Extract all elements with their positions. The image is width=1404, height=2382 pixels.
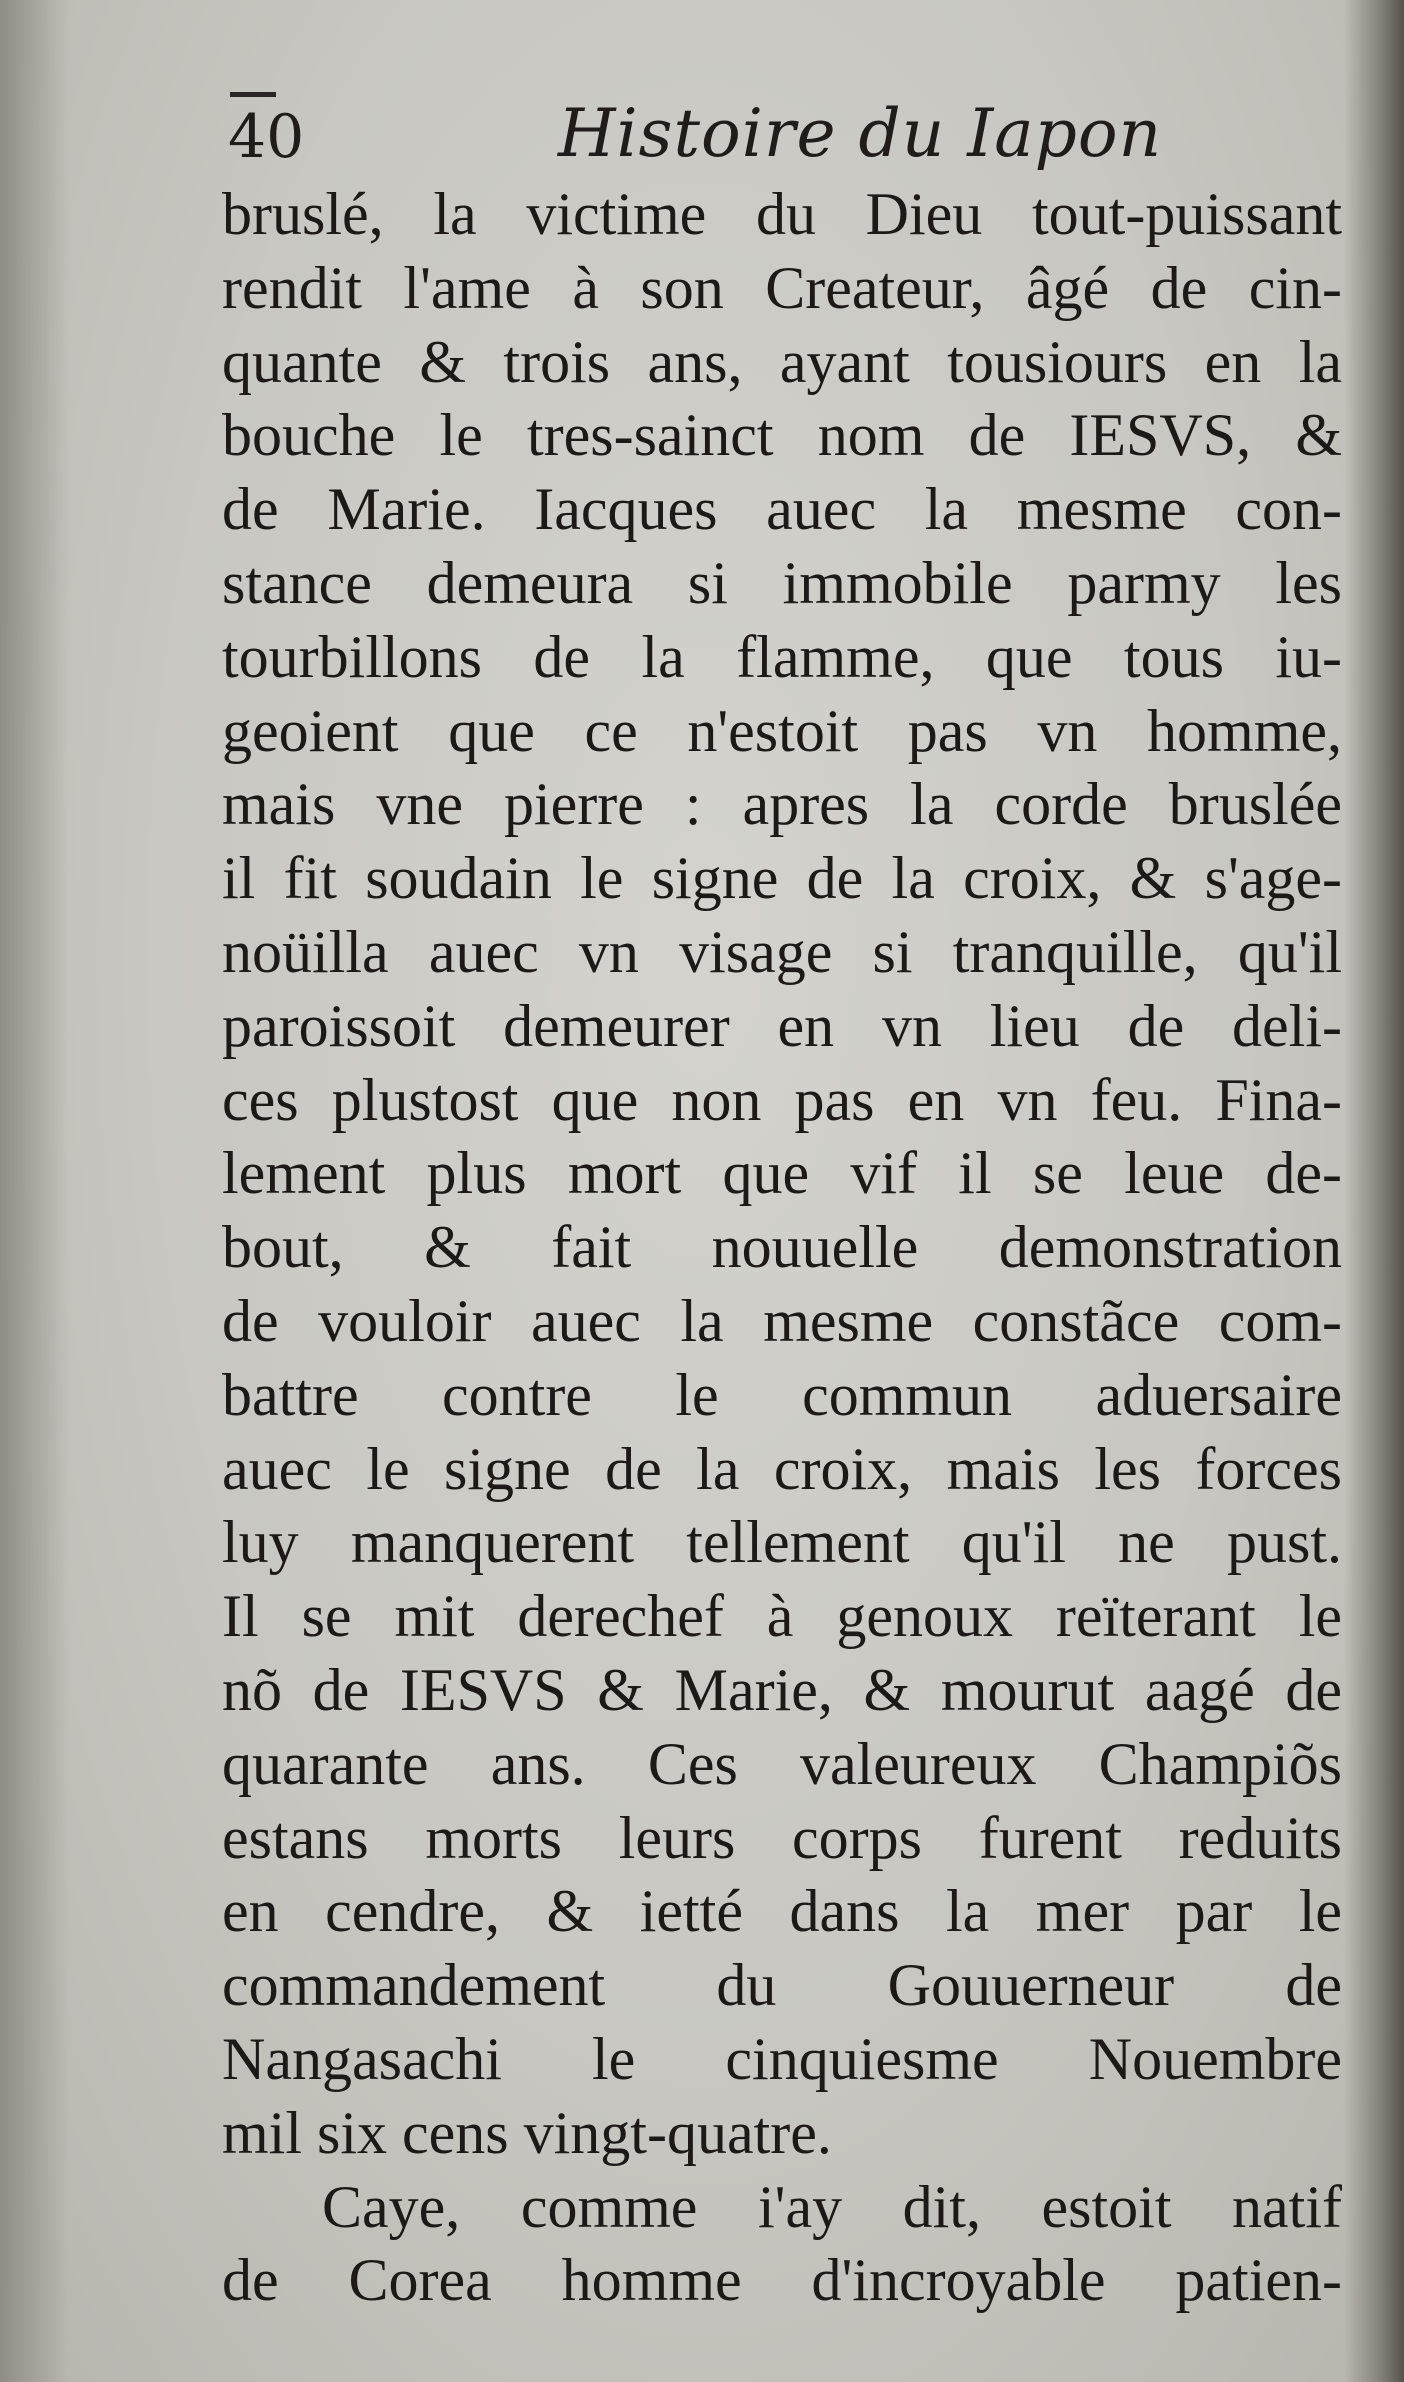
text-line: bout, & fait nouuelle demonstration	[222, 1214, 1342, 1281]
paragraph-start-line: Caye, comme i'ay dit, estoit natif	[322, 2173, 1342, 2240]
text-line: de vouloir auec la mesme constãce com-	[222, 1287, 1342, 1354]
text-line: bruslé, la victime du Dieu tout-puissant	[222, 181, 1342, 247]
text-line: mais vne pierre : apres la corde bruslée	[222, 771, 1342, 838]
text-line: rendit l'ame à son Createur, âgé de cin-	[222, 254, 1342, 321]
running-title: Histoire du Iapon	[558, 95, 1163, 172]
page-number: 40	[228, 102, 305, 172]
page-header	[228, 88, 1338, 178]
text-line: stance demeura si immobile parmy les	[222, 549, 1342, 616]
body-text	[222, 178, 1342, 2318]
text-line: en cendre, & ietté dans la mer par le	[222, 1878, 1342, 1945]
text-line: Nangasachi le cinquiesme Nouembre	[222, 2025, 1342, 2092]
text-line: estans morts leurs corps furent reduits	[222, 1804, 1342, 1871]
page-number-rule	[230, 92, 276, 97]
text-line: il fit soudain le signe de la croix, & s'age-	[222, 845, 1342, 912]
text-line: bouche le tres-sainct nom de IESVS, &	[222, 402, 1342, 469]
text-line: commandement du Gouuerneur de	[222, 1952, 1342, 2019]
text-line: quarante ans. Ces valeureux Champiõs	[222, 1730, 1342, 1797]
text-line: ces plustost que non pas en vn feu. Fina-	[222, 1066, 1342, 1133]
paragraph-end-line: mil six cens vingt-quatre.	[222, 2099, 832, 2166]
text-line: nõ de IESVS & Marie, & mourut aagé de	[222, 1656, 1342, 1723]
text-line: noüilla auec vn visage si tranquille, qu'il	[222, 918, 1342, 985]
text-line: auec le signe de la croix, mais les forces	[222, 1435, 1342, 1502]
text-line: lement plus mort que vif il se leue de-	[222, 1140, 1342, 1207]
text-line: battre contre le commun aduersaire	[222, 1361, 1342, 1428]
text-line: tourbillons de la flamme, que tous iu-	[222, 623, 1342, 690]
text-line: luy manquerent tellement qu'il ne pust.	[222, 1509, 1342, 1576]
text-line: de Marie. Iacques auec la mesme con-	[222, 476, 1342, 543]
text-line: quante & trois ans, ayant tousiours en la	[222, 328, 1342, 395]
text-line: Il se mit derechef à genoux reïterant le	[222, 1583, 1342, 1650]
text-line: de Corea homme d'incroyable patien-	[222, 2247, 1342, 2314]
text-line: paroissoit demeurer en vn lieu de deli-	[222, 992, 1342, 1059]
text-line: geoient que ce n'estoit pas vn homme,	[222, 697, 1342, 764]
